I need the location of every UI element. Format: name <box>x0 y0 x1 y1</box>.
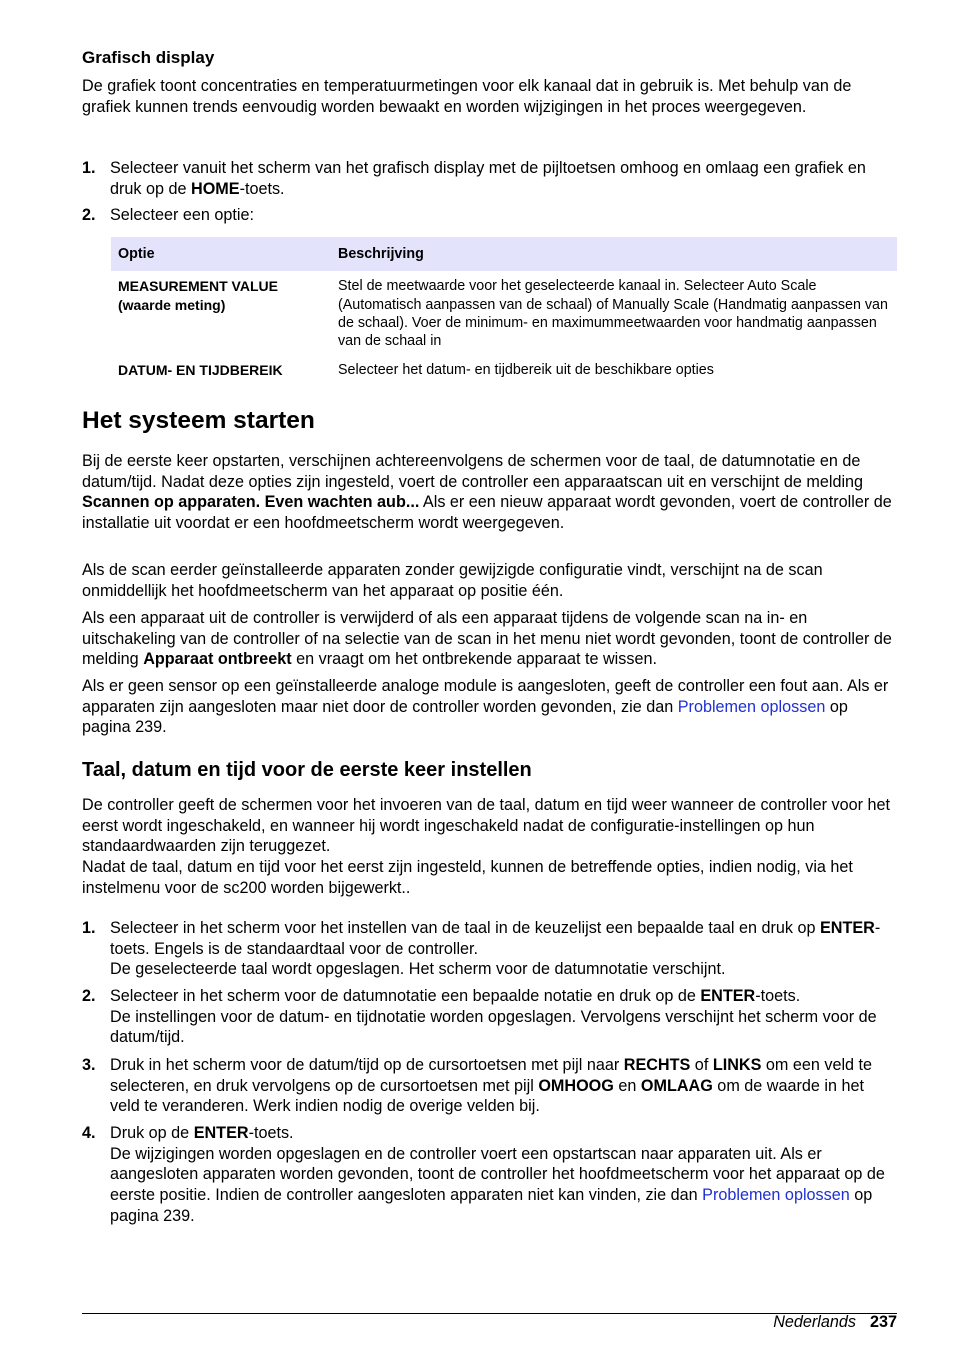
step-number: 2. <box>82 987 96 1005</box>
description-cell: Selecteer het datum- en tijdbereik uit de beschikbare opties <box>338 362 714 379</box>
page-number: 237 <box>869 1313 897 1331</box>
page-title-het-systeem-starten: Het systeem starten <box>82 407 315 434</box>
step-3: 3. Druk in het scherm voor de datum/tijd op de cursortoetsen met pijl naar RECHTS of LINKS om een veld te selecteren, en druk vervolgens op de cursortoetsen met pijl OMHOOG en OMLAAG om de waarde in het veld te veranderen. Werk indien nodig de overige velden bij. <box>82 1056 873 1116</box>
step-number: 1. <box>82 919 96 937</box>
intro-paragraph: De grafiek toont concentraties en temperatuurmetingen voor elk kanaal dat in gebruik is. Met behulp van de grafiek kunnen trends eenvoudig worden bewaakt en worden wijzigingen in het proces weergegeven. <box>82 77 852 116</box>
step-2: 2. Selecteer in het scherm voor de datumnotatie een bepaalde notatie en druk op de ENTER-toets. De instellingen voor de datum- en tijdnotatie worden opgeslagen. Vervolgens verschijnt het scherm voor de datum/tijd. <box>82 987 877 1047</box>
footer-language: Nederlands <box>773 1313 856 1331</box>
section-heading-grafisch-display: Grafisch display <box>82 48 215 67</box>
option-cell: DATUM- EN TIJDBEREIK <box>118 362 283 379</box>
option-cell: MEASUREMENT VALUE (waarde meting) <box>118 278 278 313</box>
step-number: 2. <box>82 206 96 224</box>
paragraph: Als er geen sensor op een geïnstalleerde analoge module is aangesloten, geeft de controller een fout aan. Als er apparaten zijn aangesloten maar niet door de controller worden gevonden, zie dan Problemen oplossen op pagina 239. <box>82 677 889 737</box>
column-header-optie: Optie <box>111 237 331 271</box>
link-problemen-oplossen[interactable]: Problemen oplossen <box>677 697 826 716</box>
step-number: 3. <box>82 1056 96 1074</box>
step-2: 2. Selecteer een optie: <box>82 206 254 224</box>
table-header-row <box>111 237 897 271</box>
paragraph: Als een apparaat uit de controller is verwijderd of als een apparaat tijdens de volgende scan na in- en uitschakeling van de controller of na selectie van de scan in het menu niet wordt gevonden, toont de controller de melding Apparaat ontbreekt en vraagt om het ontbrekende apparaat te wissen. <box>82 609 892 669</box>
key-label: HOME <box>191 179 240 198</box>
step-1: 1. Selecteer vanuit het scherm van het grafisch display met de pijltoetsen omhoog en omlaag een grafiek en druk op de HOME-toets. <box>82 159 866 198</box>
step-4: 4. Druk op de ENTER-toets. De wijzigingen worden opgeslagen en de controller voert een opstartscan naar apparaten uit. Als er aangesloten apparaten worden gevonden, toont de controller het hoofdmeetscherm voor het apparaat op de eerste positie. Indien de controller aangesloten apparaten niet kan vinden, zie dan Problemen oplossen op pagina 239. <box>82 1124 885 1225</box>
column-header-beschrijving: Beschrijving <box>331 237 897 271</box>
table-row <box>111 355 897 384</box>
step-number: 1. <box>82 159 96 177</box>
paragraph: Nadat de taal, datum en tijd voor het eerst zijn ingesteld, kunnen de betreffende opties, indien nodig, via het instelmenu voor de sc200 worden bijgewerkt.. <box>82 858 853 897</box>
step-result: De geselecteerde taal wordt opgeslagen. Het scherm voor de datumnotatie verschijnt. <box>110 960 726 979</box>
paragraph: Bij de eerste keer opstarten, verschijnen achtereenvolgens de schermen voor de taal, de datumnotatie en de datum/tijd. Nadat deze opties zijn ingesteld, voert de controller een apparaatscan uit en verschijnt de melding Scannen op apparaten. Even wachten aub... Als er een nieuw apparaat wordt gevonden, voert de controller de installatie uit voordat er een hoofdmeetscherm wordt weergegeven. <box>82 452 892 533</box>
page-footer <box>773 1312 897 1332</box>
paragraph: Als de scan eerder geïnstalleerde apparaten zonder gewijzigde configuratie vindt, verschijnt na de scan onmiddellijk het hoofdmeetscherm van het apparaat op positie één. <box>82 561 823 600</box>
step-1: 1. Selecteer in het scherm voor het instellen van de taal in de keuzelijst een bepaalde taal en druk op ENTER-toets. Engels is de standaardtaal voor de controller. De geselecteerde taal wordt opgeslagen. Het scherm voor de datumnotatie verschijnt. <box>82 919 881 979</box>
paragraph: De controller geeft de schermen voor het invoeren van de taal, datum en tijd weer wanneer de controller voor het eerst wordt ingeschakeld, en wanneer hij wordt ingeschakeld nadat de configuratie-instellingen op hun standaardwaarden zijn teruggezet. <box>82 796 891 856</box>
options-table <box>111 237 897 385</box>
table-row <box>111 271 897 355</box>
section-heading-taal-datum-tijd: Taal, datum en tijd voor de eerste keer instellen <box>82 759 532 781</box>
step-number: 4. <box>82 1124 96 1142</box>
link-problemen-oplossen[interactable]: Problemen oplossen <box>702 1186 850 1205</box>
description-cell: Stel de meetwaarde voor het geselecteerde kanaal in. Selecteer Auto Scale (Automatisch aanpassen van de schaal) of Manually Scale (Handmatig aanpassen van de schaal). Voer de minimum- en maximummeetwaarden voor handmatig aanpassen van de schaal in <box>338 278 888 350</box>
step-result: De instellingen voor de datum- en tijdnotatie worden opgeslagen. Vervolgens verschijnt het scherm voor de datum/tijd. <box>110 1007 877 1047</box>
